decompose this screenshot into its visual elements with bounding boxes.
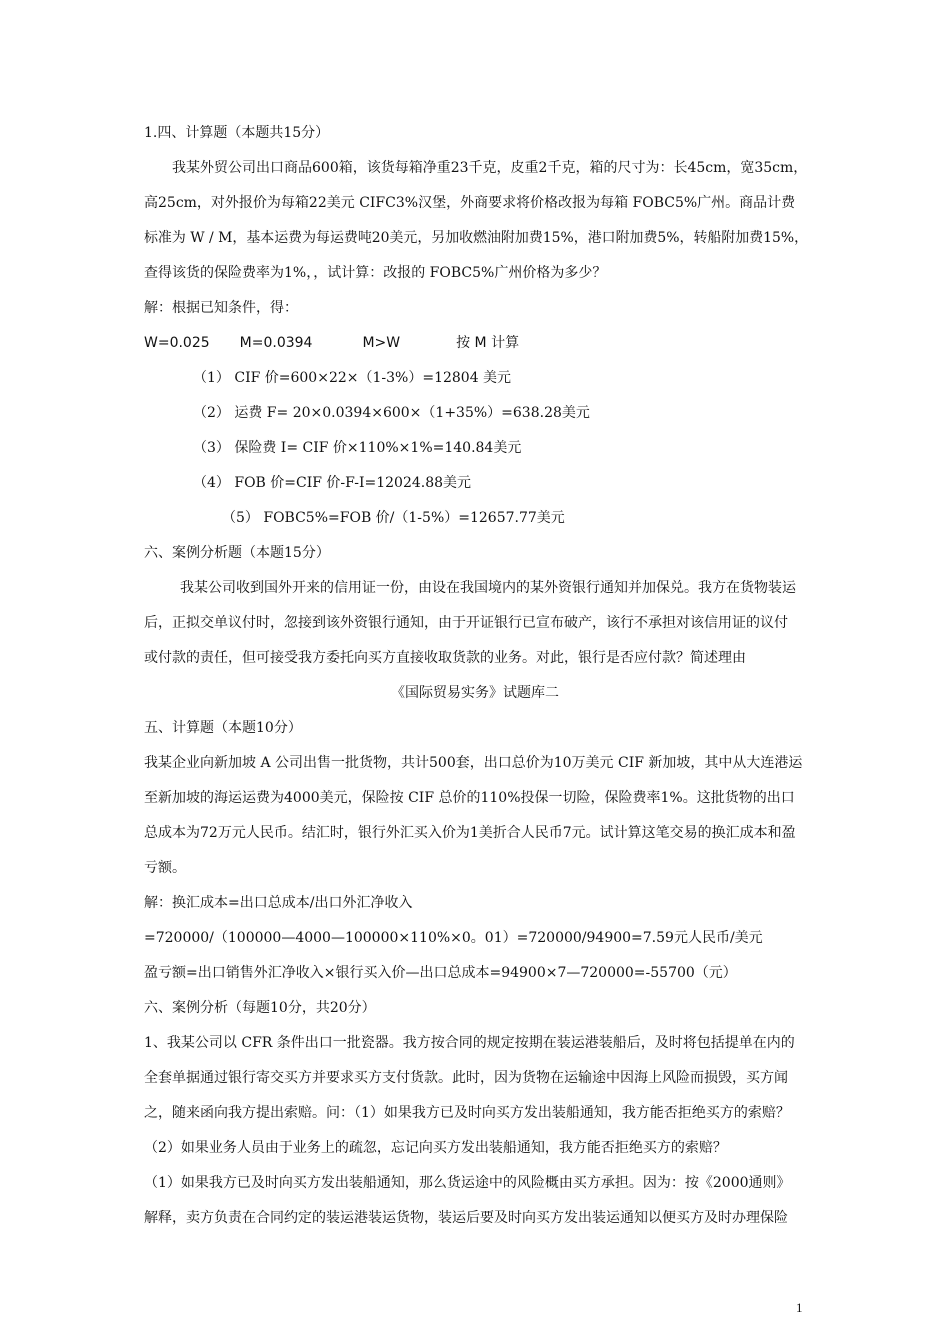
solution-line: =720000/（100000—4000—100000×110%×0。01）=720000/94900=7.59元人民币/美元 xyxy=(144,930,763,946)
page-number: 1 xyxy=(796,1300,803,1315)
paragraph-line: 后，正拟交单议付时，忽接到该外资银行通知，由于开证银行已宣布破产，该行不承担对该信用证的议付 xyxy=(144,615,788,631)
paragraph-line: 我某企业向新加坡 A 公司出售一批货物，共计500套，出口总价为10万美元 CIF 新加坡，其中从大连港运 xyxy=(144,755,803,771)
section-heading: 六、案例分析（每题10分，共20分） xyxy=(144,1000,376,1016)
paragraph-line: 总成本为72万元人民币。结汇时，银行外汇买入价为1美折合人民币7元。试计算这笔交易的换汇成本和盈 xyxy=(144,825,796,841)
formula-w: W=0.025 xyxy=(144,335,210,351)
calc-step: （2） 运费 F= 20×0.0394×600×（1+35%）=638.28美元 xyxy=(193,405,590,421)
calc-step: （5） FOBC5%=FOB 价/（1-5%）=12657.77美元 xyxy=(222,510,565,526)
paragraph-line: 至新加坡的海运运费为4000美元，保险按 CIF 总价的110%投保一切险，保险费率1%。这批货物的出口 xyxy=(144,790,795,806)
solution-intro: 解：根据已知条件，得： xyxy=(144,300,298,316)
section-heading: 五、计算题（本题10分） xyxy=(144,720,302,736)
paragraph-line: 1、我某公司以 CFR 条件出口一批瓷器。我方按合同的规定按期在装运港装船后，及时将包括提单在内的 xyxy=(144,1035,795,1051)
question-heading: 1.四、计算题（本题共15分） xyxy=(144,125,330,141)
paragraph-line: 高25cm，对外报价为每箱22美元 CIFC3%汉堡，外商要求将价格改报为每箱 FOBC5%广州。商品计费 xyxy=(144,195,796,211)
formula-basis: 按 M 计算 xyxy=(456,335,520,351)
section-heading: 六、案例分析题（本题15分） xyxy=(144,545,330,561)
paragraph-line: （2）如果业务人员由于业务上的疏忽，忘记向买方发出装船通知，我方能否拒绝买方的索赔？ xyxy=(144,1140,727,1156)
calc-step: （3） 保险费 I= CIF 价×110%×1%=140.84美元 xyxy=(193,440,522,456)
formula-row xyxy=(144,333,519,353)
calc-step: （1） CIF 价=600×22×（1-3%）=12804 美元 xyxy=(193,370,512,386)
paragraph-line: 我某公司收到国外开来的信用证一份，由设在我国境内的某外资银行通知并加保兑。我方在货物装运 xyxy=(180,580,796,596)
solution-line: 解：换汇成本=出口总成本/出口外汇净收入 xyxy=(144,895,413,911)
formula-compare: M>W xyxy=(362,335,401,351)
paragraph-line: 查得该货的保险费率为1%，，试计算：改报的 FOBC5%广州价格为多少？ xyxy=(144,265,607,281)
paragraph-line: 我某外贸公司出口商品600箱，该货每箱净重23千克，皮重2千克，箱的尺寸为：长45cm，宽35cm， xyxy=(172,160,808,176)
paragraph-line: 全套单据通过银行寄交买方并要求买方支付货款。此时，因为货物在运输途中因海上风险而损毁，买方闻 xyxy=(144,1070,788,1086)
paragraph-line: 亏额。 xyxy=(144,860,186,876)
paragraph-line: 解释，卖方负责在合同约定的装运港装运货物，装运后要及时向买方发出装运通知以便买方及时办理保险 xyxy=(144,1210,788,1226)
calc-step: （4） FOB 价=CIF 价-F-I=12024.88美元 xyxy=(193,475,472,491)
doc-title: 《国际贸易实务》试题库二 xyxy=(391,685,559,701)
paragraph-line: （1）如果我方已及时向买方发出装船通知，那么货运途中的风险概由买方承担。因为：按《2000通则》 xyxy=(144,1175,791,1191)
paragraph-line: 或付款的责任，但可接受我方委托向买方直接收取货款的业务。对此，银行是否应付款？简述理由 xyxy=(144,650,746,666)
paragraph-line: 之，随来函向我方提出索赔。问：（1）如果我方已及时向买方发出装船通知，我方能否拒绝买方的索赔？ xyxy=(144,1105,790,1121)
paragraph-line: 标准为 W / M，基本运费为每运费吨20美元，另加收燃油附加费15%，港口附加费5%，转船附加费15%， xyxy=(144,230,809,246)
formula-m: M=0.0394 xyxy=(239,335,313,351)
solution-line: 盈亏额=出口销售外汇净收入×银行买入价—出口总成本=94900×7—720000=-55700（元） xyxy=(144,965,737,981)
